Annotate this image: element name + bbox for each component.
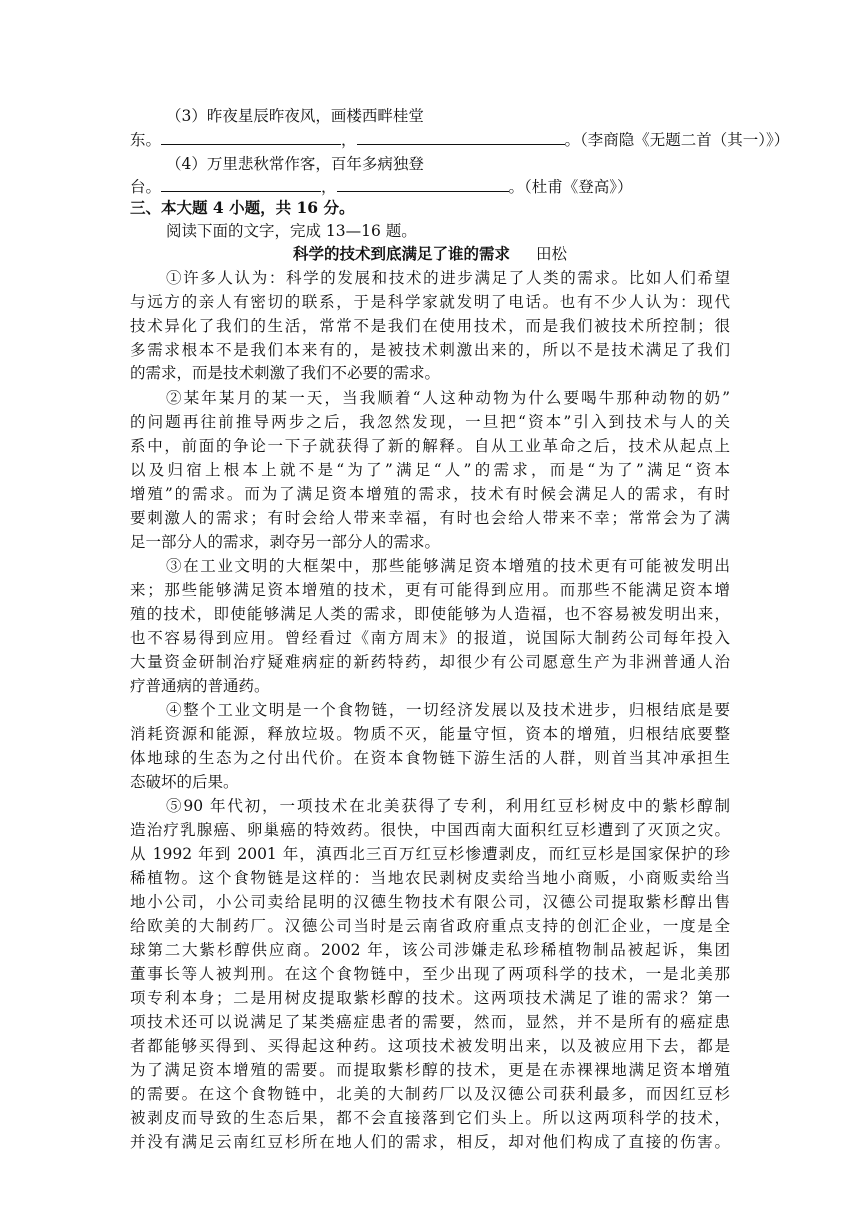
body-line: 从 1992 年到 2001 年，滇西北三百万红豆杉惨遭剥皮，而红豆杉是国家保护的珍 bbox=[130, 845, 730, 863]
body-line: ⑤90 年代初，一项技术在北美获得了专利，利用红豆杉树皮中的紫杉醇制 bbox=[166, 797, 730, 815]
article-title: 科学的技术到底满足了谁的需求 bbox=[292, 244, 510, 263]
body-line: 也不容易得到应用。曾经看过《南方周末》的报道，说国际大制药公司每年投入 bbox=[130, 629, 730, 647]
body-line: ①许多人认为：科学的发展和技术的进步满足了人类的需求。比如人们希望 bbox=[166, 269, 730, 287]
body-line: 与远方的亲人有密切的联系，于是科学家就发明了电话。也有不少人认为：现代 bbox=[130, 293, 730, 311]
poem-q3-head: （3）昨夜星辰昨夜风，画楼西畔桂堂 bbox=[166, 107, 424, 125]
body-line: ③在工业文明的大框架中，那些能够满足资本增殖的技术更有可能被发明出 bbox=[166, 557, 730, 575]
answer-blank-1[interactable] bbox=[161, 126, 341, 145]
body-line: 的需要。在这个食物链中，北美的大制药厂以及汉德公司获利最多，而因红豆杉 bbox=[130, 1085, 730, 1103]
body-line: 技术异化了我们的生活，常常不是我们在使用技术，而是我们被技术所控制；很 bbox=[130, 317, 730, 335]
poem-q3-source: 。（李商隐《无题二首（其一）》） bbox=[564, 131, 790, 149]
section-heading: 三、本大题 4 小题，共 16 分。 bbox=[130, 198, 355, 217]
body-line: 的问题再往前推导两步之后，我忽然发现，一旦把“资本”引入到技术与人的关 bbox=[130, 413, 730, 431]
poem-q4-comma: ， bbox=[321, 178, 337, 196]
body-line: 并没有满足云南红豆杉所在地人们的需求，相反，却对他们构成了直接的伤害。 bbox=[130, 1133, 730, 1151]
body-line: 殖的技术，即使能够满足人类的需求，即使能够为人造福，也不容易被发明出来， bbox=[130, 605, 730, 623]
body-line: 球第二大紫杉醇供应商。2002 年，该公司涉嫌走私珍稀植物制品被起诉，集团 bbox=[130, 941, 730, 959]
body-line: 足一部分人的需求，剥夺另一部分人的需求。 bbox=[130, 533, 441, 551]
body-line: 造治疗乳腺癌、卵巢癌的特效药。很快，中国西南大面积红豆杉遭到了灭顶之灾。 bbox=[130, 821, 730, 839]
poem-q3-comma: ， bbox=[341, 131, 357, 149]
body-line: 地小公司，小公司卖给昆明的汉德生物技术有限公司，汉德公司提取紫杉醇出售 bbox=[130, 893, 730, 911]
body-line: 者都能够买得到、买得起这种药。这项技术被发明出来，以及被应用下去，都是 bbox=[130, 1037, 730, 1055]
answer-blank-3[interactable] bbox=[161, 173, 321, 192]
body-line: 要刺激人的需求；有时会给人带来幸福，有时也会给人带来不幸；常常会为了满 bbox=[130, 509, 730, 527]
section-instruction: 阅读下面的文字，完成 13—16 题。 bbox=[166, 222, 417, 240]
body-line: 项专利本身；二是用树皮提取紫杉醇的技术。这两项技术满足了谁的需求？第一 bbox=[130, 989, 730, 1007]
poem-q4-source: 。（杜甫《登高》） bbox=[508, 178, 633, 196]
body-line: 董事长等人被判刑。在这个食物链中，至少出现了两项科学的技术，一是北美那 bbox=[130, 965, 730, 983]
poem-q4-head: （4）万里悲秋常作客，百年多病独登 bbox=[166, 155, 424, 173]
body-line: 项技术还可以说满足了某类癌症患者的需要，然而，显然，并不是所有的癌症患 bbox=[130, 1013, 730, 1031]
body-line: 的需求，而是技术刺激了我们不必要的需求。 bbox=[130, 364, 441, 382]
body-line: ④整个工业文明是一个食物链，一切经济发展以及技术进步，归根结底是要 bbox=[166, 701, 730, 719]
body-line: 大量资金研制治疗疑难病症的新药特药，却很少有公司愿意生产为非洲普通人治 bbox=[130, 653, 730, 671]
body-line: 被剥皮而导致的生态后果，都不会直接落到它们头上。所以这两项科学的技术， bbox=[130, 1109, 730, 1127]
answer-blank-2[interactable] bbox=[357, 126, 565, 145]
body-line: 多需求根本不是我们本来有的，是被技术刺激出来的，所以不是技术满足了我们 bbox=[130, 341, 730, 359]
body-line: 消耗资源和能源，释放垃圾。物质不灭，能量守恒，资本的增殖，归根结底要整 bbox=[130, 725, 730, 743]
body-line: ②某年某月的某一天，当我顺着“人这种动物为什么要喝牛那种动物的奶” bbox=[166, 389, 730, 407]
body-line: 疗普通病的普通药。 bbox=[130, 677, 270, 695]
body-line: 稀植物。这个食物链是这样的：当地农民剥树皮卖给当地小商贩，小商贩卖给当 bbox=[130, 869, 730, 887]
poem-q3-start: 东。 bbox=[130, 131, 162, 149]
answer-blank-4[interactable] bbox=[337, 173, 509, 192]
body-line: 给欧美的大制药厂。汉德公司当时是云南省政府重点支持的创汇企业，一度是全 bbox=[130, 917, 730, 935]
body-line: 系中，前面的争论一下子就获得了新的解释。自从工业革命之后，技术从起点上 bbox=[130, 437, 730, 455]
article-author: 田松 bbox=[536, 245, 568, 263]
body-line: 为了满足资本增殖的需要。而提取紫杉醇的技术，更是在赤裸裸地满足资本增殖 bbox=[130, 1061, 730, 1079]
poem-q4-start: 台。 bbox=[130, 178, 162, 196]
body-line: 以及归宿上根本上就不是“为了”满足“人”的需求，而是“为了”满足“资本 bbox=[130, 461, 730, 479]
body-line: 体地球的生态为之付出代价。在资本食物链下游生活的人群，则首当其冲承担生 bbox=[130, 749, 730, 767]
body-line: 态破坏的后果。 bbox=[130, 773, 239, 791]
body-line: 来；那些能够满足资本增殖的技术，更有可能得到应用。而那些不能满足资本增 bbox=[130, 581, 730, 599]
body-line: 增殖”的需求。而为了满足资本增殖的需求，技术有时候会满足人的需求，有时 bbox=[130, 485, 730, 503]
